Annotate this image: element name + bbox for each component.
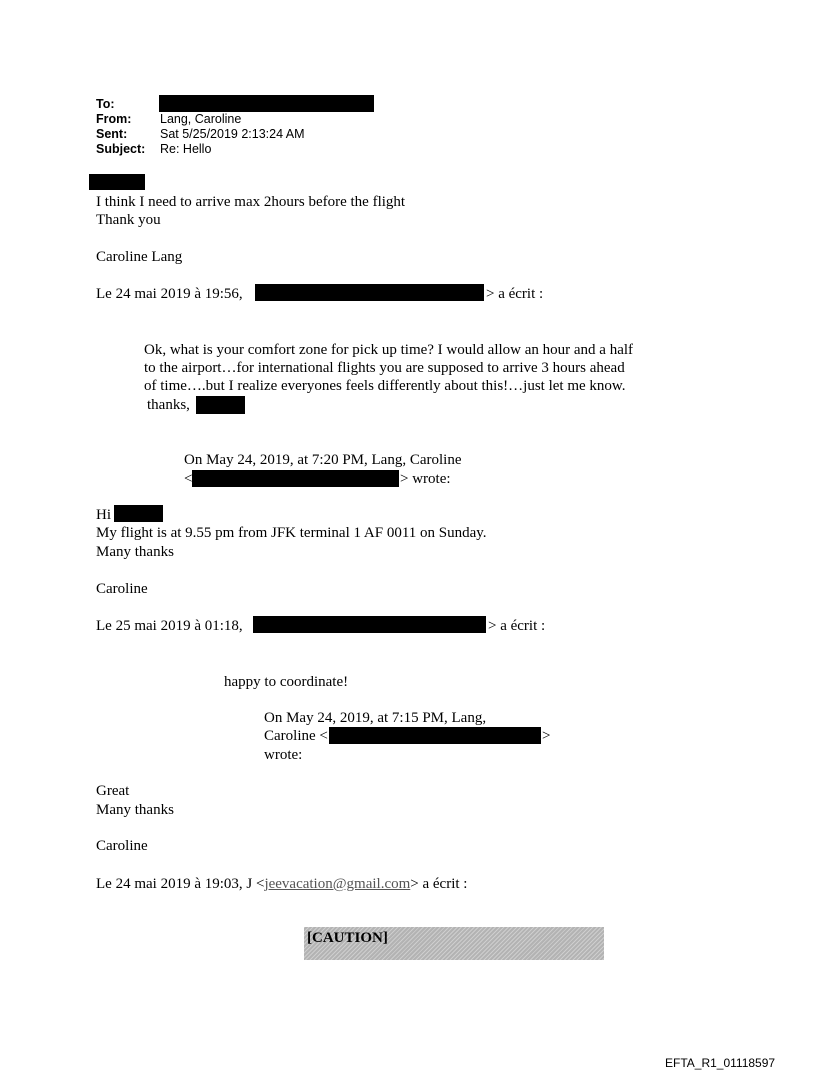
from-value: Lang, Caroline [160, 112, 242, 126]
message-line: of time….but I realize everyones feels differently about this!…just let me know. [144, 378, 626, 394]
quote-intro-suffix: > wrote: [400, 471, 451, 487]
redaction-bar [159, 95, 374, 112]
redaction-bar [114, 505, 163, 522]
redaction-bar [255, 284, 484, 301]
quote-intro: Caroline < [264, 728, 328, 744]
sent-label: Sent: [96, 127, 128, 141]
quote-intro-suffix: > a écrit : [410, 876, 468, 892]
quote-intro: Le 24 mai 2019 à 19:56, [96, 286, 243, 302]
message-line: to the airport…for international flights you are supposed to arrive 3 hours ahead [144, 360, 625, 376]
quote-intro: wrote: [264, 747, 303, 763]
message-line: I think I need to arrive max 2hours before the flight [96, 194, 406, 210]
redaction-bar [329, 727, 541, 744]
message-line: Great [96, 783, 130, 799]
quote-intro: < [184, 471, 193, 487]
message-line: thanks, [147, 397, 190, 413]
message-line: Hi [96, 507, 111, 523]
quote-intro-suffix: > [542, 728, 551, 744]
message-line: happy to coordinate! [224, 674, 349, 690]
redaction-bar [89, 174, 145, 190]
message-line: Many thanks [96, 802, 174, 818]
from-label: From: [96, 112, 132, 126]
quote-intro-suffix: > a écrit : [488, 618, 546, 634]
quote-intro-prefix: Le 24 mai 2019 à 19:03, J < [96, 876, 265, 892]
quote-intro-suffix: > a écrit : [486, 286, 544, 302]
subject-label: Subject: [96, 142, 146, 156]
sent-value: Sat 5/25/2019 2:13:24 AM [160, 127, 305, 141]
message-line: Many thanks [96, 544, 174, 560]
message-line: Ok, what is your comfort zone for pick up time? I would allow an hour and a half [144, 342, 634, 358]
redaction-bar [253, 616, 486, 633]
message-line: My flight is at 9.55 pm from JFK terminal 1 AF 0011 on Sunday. [96, 525, 487, 541]
signature: Caroline Lang [96, 249, 183, 265]
redaction-bar [196, 396, 245, 414]
email-link[interactable]: jeevacation@gmail.com [264, 876, 411, 892]
redaction-bar [192, 470, 399, 487]
quote-intro: On May 24, 2019, at 7:15 PM, Lang, [264, 710, 487, 726]
subject-value: Re: Hello [160, 142, 212, 156]
signature: Caroline [96, 838, 148, 854]
document-id: EFTA_R1_01118597 [665, 1056, 776, 1070]
quote-intro [96, 875, 467, 893]
quote-intro: On May 24, 2019, at 7:20 PM, Lang, Caroline [184, 452, 462, 468]
caution-banner [304, 927, 604, 960]
signature: Caroline [96, 581, 148, 597]
to-label: To: [96, 97, 115, 111]
message-line: Thank you [96, 212, 161, 228]
quote-intro: Le 25 mai 2019 à 01:18, [96, 618, 243, 634]
caution-label: [CAUTION] [307, 930, 388, 946]
